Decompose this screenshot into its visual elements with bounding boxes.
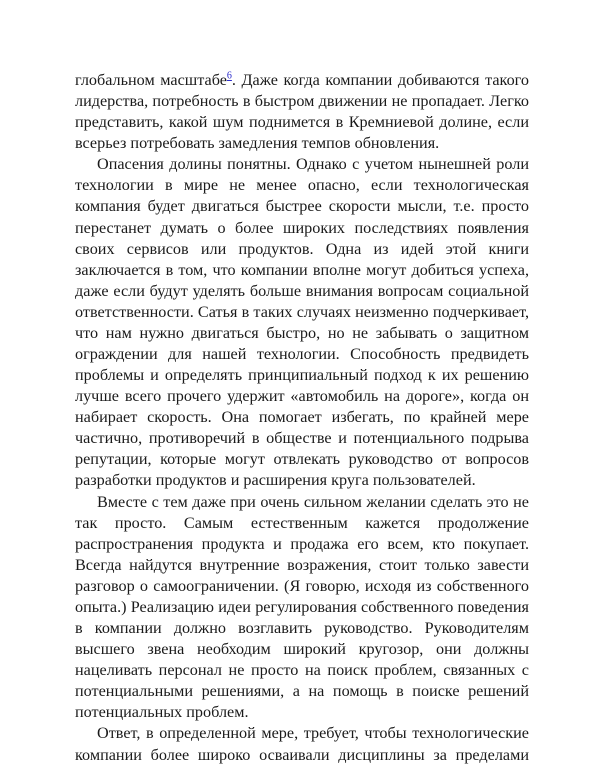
- text-line: потенциальными решениями, а на помощь в поиске решений: [75, 682, 529, 701]
- text-line: разработки продуктов и расширения круга пользователей.: [75, 471, 476, 490]
- text-line: высшего звена необходим широкий кругозор, они должны: [75, 640, 529, 659]
- text-line: разговор о самоограничении. (Я говорю, исходя из собственного: [75, 576, 529, 595]
- text-line: частично, противоречий в обществе и потенциального подрыва: [75, 429, 529, 448]
- text-line: представить, какой шум поднимется в Кремниевой долине, если: [75, 113, 529, 132]
- footnote-link[interactable]: 6: [226, 70, 232, 82]
- text-line: технологии в мире не менее опасно, если технологическая: [75, 176, 529, 195]
- text-line: заключается в том, что компании вполне могут добиться успеха,: [75, 260, 529, 279]
- text-line: лидерства, потребность в быстром движении не пропадает. Легко: [75, 92, 529, 111]
- text-line: набирает скорость. Она помогает избегать, по крайней мере: [75, 408, 529, 427]
- text-line: Опасения долины понятны. Однако с учетом нынешней роли: [97, 155, 529, 174]
- text-line: в компании должно возглавить руководство. Руководителям: [75, 619, 529, 638]
- text-line: всерьез потребовать замедления темпов обновления.: [75, 134, 440, 153]
- text-line: компании более широко осваивали дисциплины за пределами: [75, 745, 529, 764]
- text-line: ограждении для нашей технологии. Способность предвидеть: [75, 345, 529, 364]
- text-line: перестанет думать о более широких последствиях появления: [75, 218, 529, 237]
- text-line: [75, 70, 529, 91]
- text-line: своих сервисов или продуктов. Одна из идей этой книги: [75, 239, 529, 258]
- text-line: компания будет двигаться быстрее скорости мысли, т.е. просто: [75, 197, 529, 216]
- text-line: нацеливать персонал не просто на поиск проблем, связанных с: [75, 661, 529, 680]
- text-line: лучше всего прочего удержит «автомобиль на дороге», когда он: [75, 387, 529, 406]
- text-fragment: глобальном масштабе: [75, 71, 227, 89]
- text-line: проблемы и определять принципиальный подход к их решению: [75, 366, 529, 385]
- text-line: даже если будут уделять больше внимания вопросам социальной: [75, 281, 529, 300]
- text-line: что нам нужно двигаться быстро, но не забывать о защитном: [75, 323, 529, 342]
- text-line: так просто. Самым естественным кажется продолжение: [75, 513, 529, 532]
- text-line: репутации, которые могут отвлекать руководство от вопросов: [75, 450, 529, 469]
- document-page: [75, 70, 529, 766]
- text-fragment: . Даже когда компании добиваются такого: [231, 71, 529, 89]
- text-line: Вместе с тем даже при очень сильном желании сделать это не: [97, 492, 529, 511]
- text-line: опыта.) Реализацию идеи регулирования собственного поведения: [75, 597, 529, 616]
- text-line: Ответ, в определенной мере, требует, чтобы технологические: [97, 724, 529, 743]
- text-line: Всегда найдутся внутренние возражения, стоит только завести: [75, 555, 529, 574]
- text-line: распространения продукта и продажа его всем, кто покупает.: [75, 534, 529, 553]
- text-line: потенциальных проблем.: [75, 703, 249, 722]
- text-line: ответственности. Сатья в таких случаях неизменно подчеркивает,: [75, 302, 529, 321]
